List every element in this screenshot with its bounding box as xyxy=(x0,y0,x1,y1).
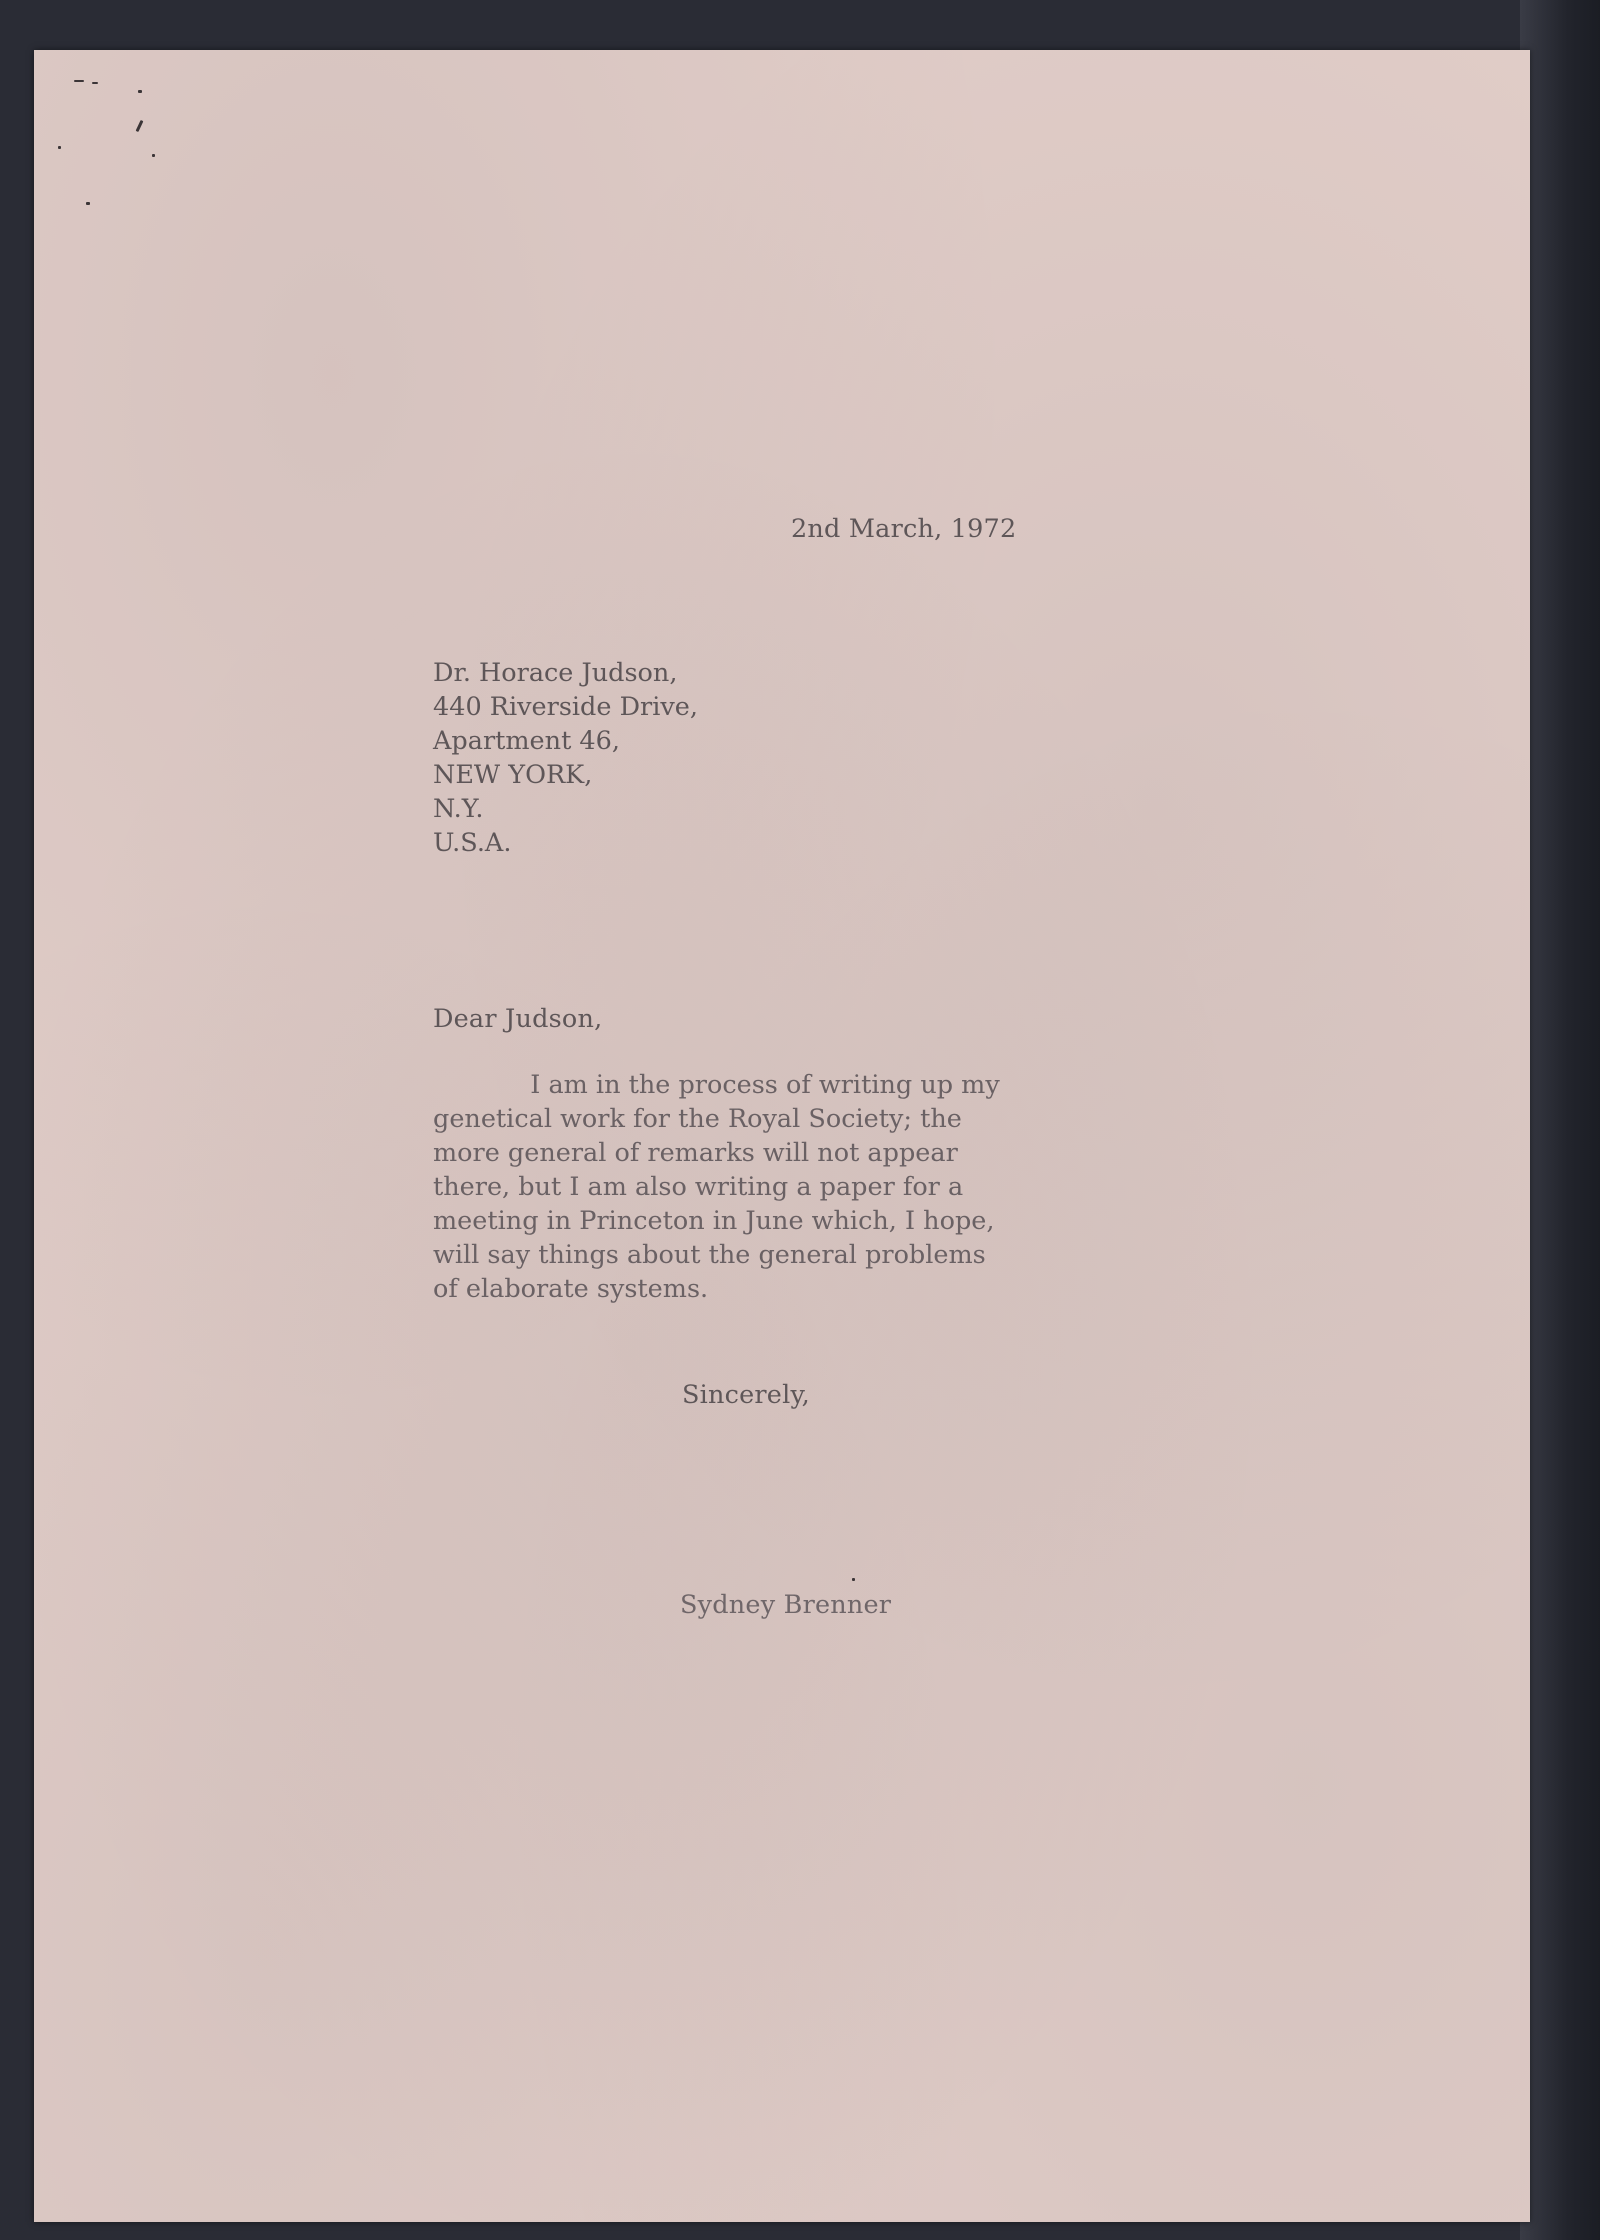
paper-speck xyxy=(86,202,90,205)
paper-speck xyxy=(92,82,98,84)
paper-speck xyxy=(74,80,84,82)
closing: Sincerely, xyxy=(682,1380,810,1410)
paper-speck xyxy=(138,90,142,93)
address-line: Apartment 46, xyxy=(433,726,620,756)
address-line: N.Y. xyxy=(433,794,484,824)
body-line: of elaborate systems. xyxy=(433,1274,709,1304)
body-line: will say things about the general problems xyxy=(433,1240,986,1270)
body-line: meeting in Princeton in June which, I hope, xyxy=(433,1206,995,1236)
paper-speck xyxy=(58,146,61,149)
address-line: Dr. Horace Judson, xyxy=(433,658,678,688)
letter-date: 2nd March, 1972 xyxy=(791,514,1017,544)
body-line: genetical work for the Royal Society; the xyxy=(433,1104,962,1134)
paper-speck xyxy=(152,154,155,157)
paper-speck xyxy=(852,1578,855,1581)
signature-name: Sydney Brenner xyxy=(680,1590,892,1620)
salutation: Dear Judson, xyxy=(433,1004,603,1034)
letter-sheet xyxy=(34,50,1530,2222)
address-line: U.S.A. xyxy=(433,828,512,858)
address-line: NEW YORK, xyxy=(433,760,593,790)
background-edge xyxy=(1520,0,1600,2240)
body-line: there, but I am also writing a paper for a xyxy=(433,1172,964,1202)
body-line: I am in the process of writing up my xyxy=(433,1070,1000,1100)
body-line: more general of remarks will not appear xyxy=(433,1138,958,1168)
paper-speck xyxy=(136,120,144,132)
address-line: 440 Riverside Drive, xyxy=(433,692,698,722)
